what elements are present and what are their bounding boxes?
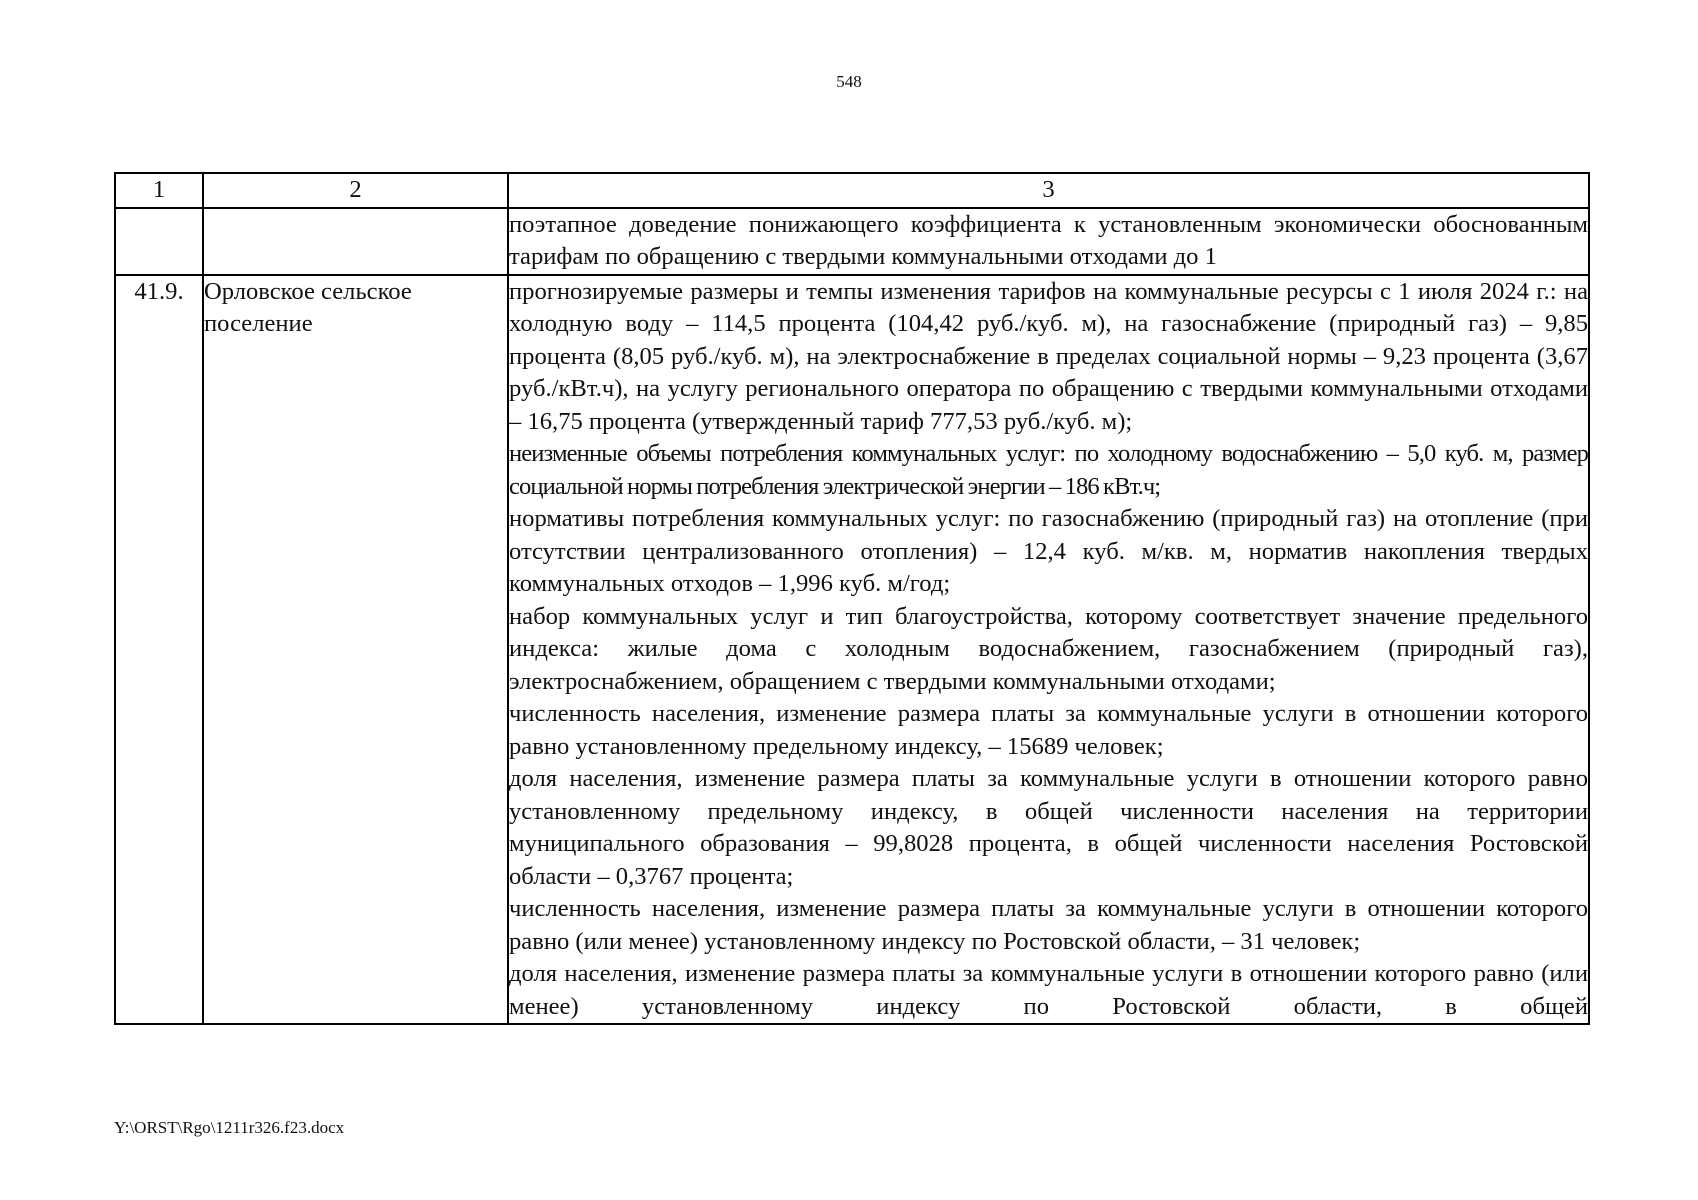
row-number-cell xyxy=(115,208,203,275)
content-paragraph: численность населения, изменение размера платы за коммунальные услуги в отношении которого равно (или менее) установленному индексу по Ростовской области, – 31 человек; xyxy=(509,895,1588,955)
content-paragraph: доля населения, изменение размера платы за коммунальные услуги в отношении которого равно (или менее) установленному индексу по Ростовской области, в общей xyxy=(509,960,1588,1020)
table-row xyxy=(115,275,1589,1025)
content-paragraph: доля населения, изменение размера платы за коммунальные услуги в отношении которого равно установленному предельному индексу, в общей численности населения на территории муниципального образования – 99,8028 процента, в общей численности населения Ростовской области – 0,3767 процента; xyxy=(509,765,1588,890)
file-path-footer: Y:\ORST\Rgo\1211r326.f23.docx xyxy=(114,1118,345,1137)
content-paragraph: прогнозируемые размеры и темпы изменения тарифов на коммунальные ресурсы с 1 июля 2024 г.: на холодную воду – 114,5 процента (104,42 руб./куб. м), на газоснабжение (природный газ) – 9,85 процента (8,05 руб./куб. м), на электроснабжение в пределах социальной нормы – 9,23 процента (3,67 руб./кВт.ч), на услугу регионального оператора по обращению с твердыми коммунальными отходами – 16,75 процента (утвержденный тариф 777,53 руб./куб. м); xyxy=(509,277,1588,435)
settlement-name-cell xyxy=(203,208,508,275)
content-paragraph: нормативы потребления коммунальных услуг: по газоснабжению (природный газ) на отопление (при отсутствии централизованного отопления) – 12,4 куб. м/кв. м, норматив накопления твердых коммунальных отходов – 1,996 куб. м/год; xyxy=(509,505,1588,597)
content-paragraph: поэтапное доведение понижающего коэффициента к установленным экономически обоснованным тарифам по обращению с твердыми коммунальными отходами до 1 xyxy=(509,210,1588,270)
page-number: 548 xyxy=(836,72,862,91)
settlement-name-cell: Орловское сельское поселение xyxy=(203,275,508,1025)
tariff-table xyxy=(114,172,1590,1025)
row-number-cell: 41.9. xyxy=(115,275,203,1025)
column-header-1: 1 xyxy=(115,173,203,208)
content-paragraph: численность населения, изменение размера платы за коммунальные услуги в отношении которого равно установленному предельному индексу, – 15689 человек; xyxy=(509,700,1588,760)
content-paragraph: набор коммунальных услуг и тип благоустройства, которому соответствует значение предельного индекса: жилые дома с холодным водоснабжением, газоснабжением (природный газ), электроснабжением, обращением с твердыми коммунальными отходами; xyxy=(509,602,1588,695)
column-header-2: 2 xyxy=(203,173,508,208)
table-header-row xyxy=(115,173,1589,208)
content-cell xyxy=(508,275,1589,1025)
content-paragraph: неизменные объемы потребления коммунальных услуг: по холодному водоснабжению – 5,0 куб. м, размер социальной нормы потребления электрической энергии – 186 кВт.ч; xyxy=(509,440,1588,500)
content-cell xyxy=(508,208,1589,275)
column-header-3: 3 xyxy=(508,173,1589,208)
table-row-continuation xyxy=(115,208,1589,275)
